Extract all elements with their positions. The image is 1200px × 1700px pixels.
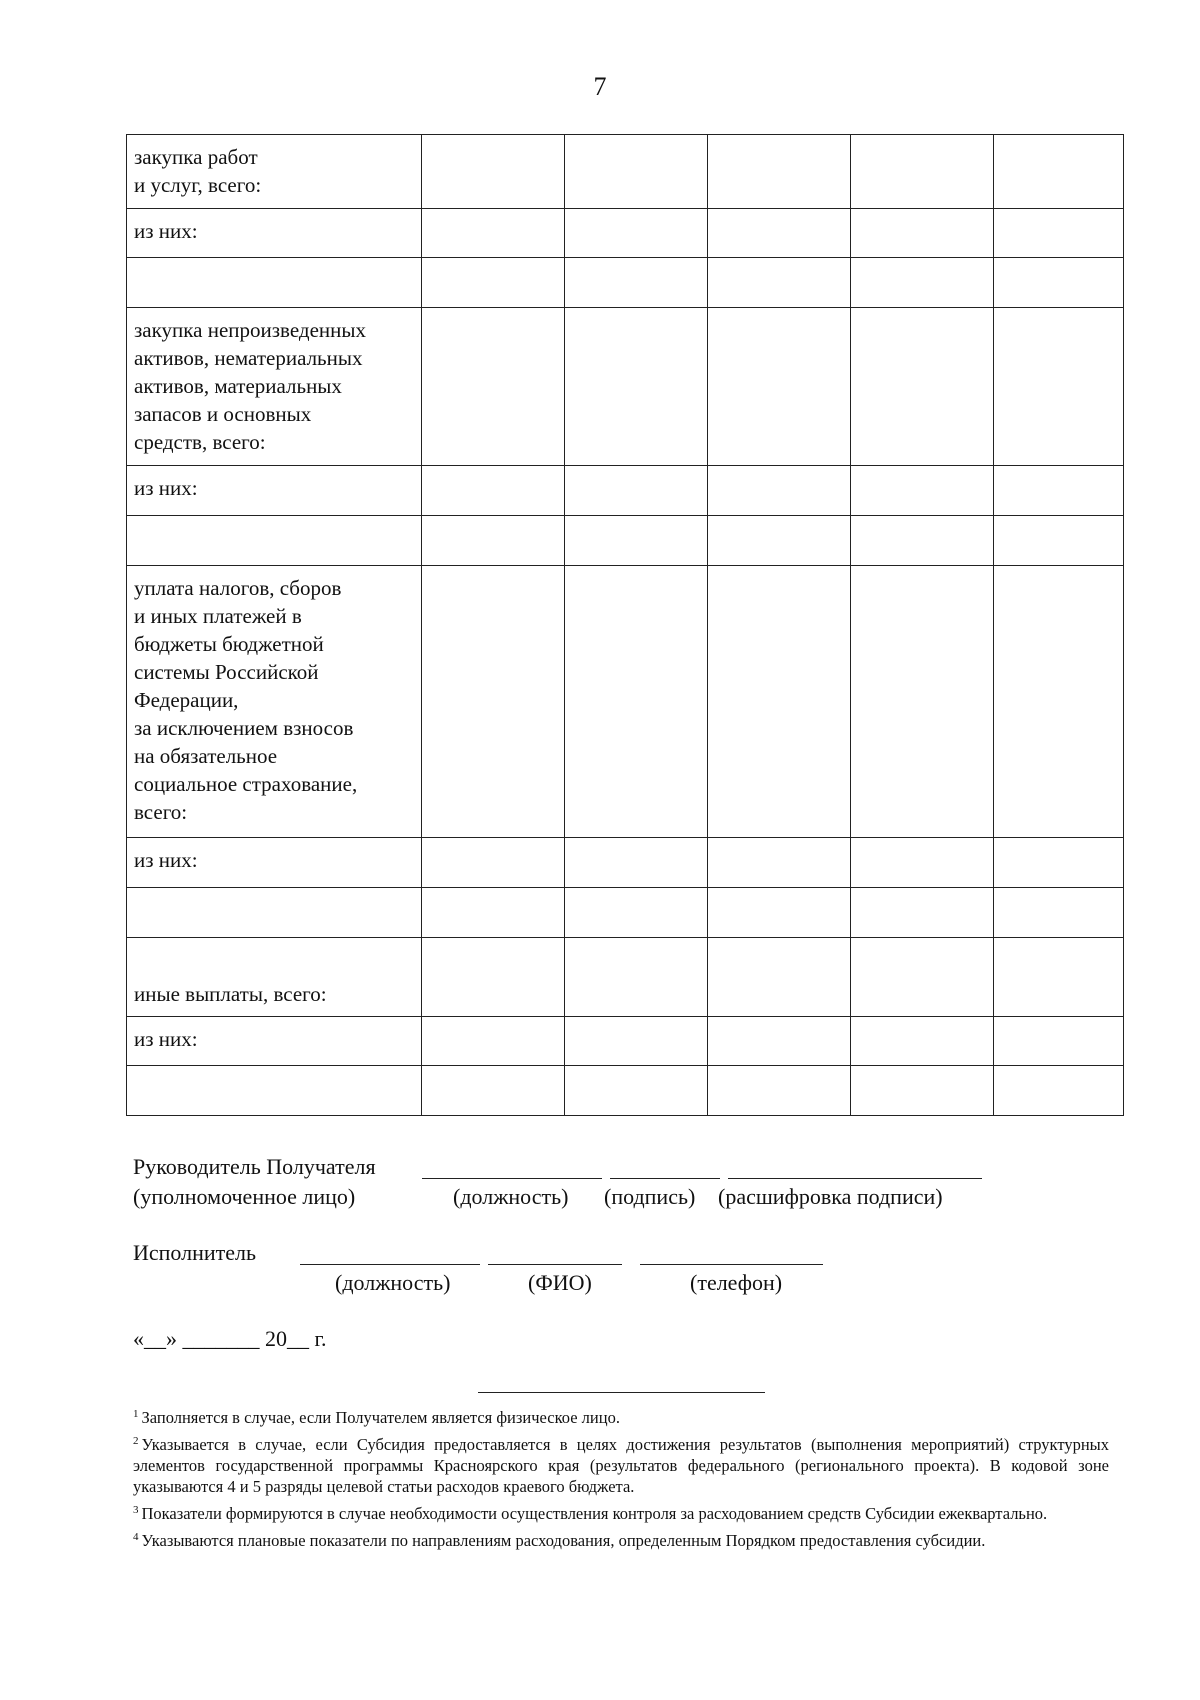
value-cell[interactable] <box>708 258 851 308</box>
value-cell[interactable] <box>422 1066 565 1116</box>
value-cell[interactable] <box>994 135 1124 209</box>
row-label: из них: <box>127 209 422 258</box>
value-cell[interactable] <box>994 516 1124 566</box>
value-cell[interactable] <box>565 516 708 566</box>
executor-position-line[interactable] <box>300 1264 480 1265</box>
footnote-number: 3 <box>133 1504 139 1516</box>
value-cell[interactable] <box>565 258 708 308</box>
value-cell[interactable] <box>565 1066 708 1116</box>
head-signature-line[interactable] <box>610 1178 720 1179</box>
table-row <box>127 516 1124 566</box>
row-label: уплата налогов, сборов и иных платежей в бюджеты бюджетной системы Российской Федерации, за исключением взносов на обязательное социальное страхование, всего: <box>127 566 422 838</box>
value-cell[interactable] <box>708 1066 851 1116</box>
executor-caption-phone: (телефон) <box>690 1270 783 1295</box>
executor-name-line[interactable] <box>488 1264 622 1265</box>
value-cell[interactable] <box>565 566 708 838</box>
value-cell[interactable] <box>422 938 565 1017</box>
value-cell[interactable] <box>851 466 994 516</box>
page-number: 7 <box>593 72 607 101</box>
table-row <box>127 258 1124 308</box>
table-row <box>127 888 1124 938</box>
row-label: закупка работ и услуг, всего: <box>127 135 422 209</box>
table-row <box>127 1066 1124 1116</box>
head-caption-signature: (подпись) <box>604 1184 696 1209</box>
head-caption-decoding: (расшифровка подписи) <box>718 1184 943 1209</box>
value-cell[interactable] <box>994 1066 1124 1116</box>
value-cell[interactable] <box>422 135 565 209</box>
row-label: из них: <box>127 838 422 888</box>
table-row <box>127 209 1124 258</box>
value-cell[interactable] <box>422 209 565 258</box>
head-label: Руководитель Получателя <box>133 1154 376 1179</box>
footnotes <box>133 1404 1109 1554</box>
value-cell[interactable] <box>994 308 1124 466</box>
expenses-table <box>126 134 1124 1116</box>
table-row <box>127 938 1124 1017</box>
footnote-text: Показатели формируются в случае необходимости осуществления контроля за расходованием средств Субсидии ежеквартально. <box>141 1504 1048 1523</box>
value-cell[interactable] <box>565 838 708 888</box>
footnote-number: 1 <box>133 1408 139 1420</box>
value-cell[interactable] <box>565 466 708 516</box>
executor-label: Исполнитель <box>133 1240 257 1265</box>
value-cell[interactable] <box>994 258 1124 308</box>
executor-caption-position: (должность) <box>335 1270 451 1295</box>
footnote <box>133 1431 1109 1497</box>
head-position-line[interactable] <box>422 1178 602 1179</box>
footnote <box>133 1527 1109 1551</box>
value-cell[interactable] <box>422 308 565 466</box>
footnote-separator <box>478 1392 765 1393</box>
footnote <box>133 1500 1109 1524</box>
value-cell[interactable] <box>708 209 851 258</box>
value-cell[interactable] <box>851 1066 994 1116</box>
value-cell[interactable] <box>422 258 565 308</box>
table-row <box>127 1017 1124 1066</box>
row-label: иные выплаты, всего: <box>127 938 422 1017</box>
row-label: из них: <box>127 1017 422 1066</box>
value-cell[interactable] <box>994 466 1124 516</box>
value-cell[interactable] <box>708 516 851 566</box>
table-row <box>127 308 1124 466</box>
date-line[interactable]: «__» _______ 20__ г. <box>133 1326 327 1351</box>
value-cell[interactable] <box>708 308 851 466</box>
value-cell[interactable] <box>422 516 565 566</box>
value-cell[interactable] <box>851 308 994 466</box>
value-cell[interactable] <box>708 135 851 209</box>
value-cell[interactable] <box>994 1017 1124 1066</box>
value-cell[interactable] <box>994 209 1124 258</box>
row-label: закупка непроизведенных активов, нематериальных активов, материальных запасов и основных средств, всего: <box>127 308 422 466</box>
value-cell[interactable] <box>708 838 851 888</box>
value-cell[interactable] <box>851 209 994 258</box>
value-cell[interactable] <box>708 1017 851 1066</box>
row-label <box>127 888 422 938</box>
value-cell[interactable] <box>851 516 994 566</box>
value-cell[interactable] <box>422 838 565 888</box>
value-cell[interactable] <box>994 888 1124 938</box>
head-decoding-line[interactable] <box>728 1178 982 1179</box>
footnote-number: 4 <box>133 1531 139 1543</box>
value-cell[interactable] <box>851 838 994 888</box>
value-cell[interactable] <box>708 888 851 938</box>
value-cell[interactable] <box>851 566 994 838</box>
executor-phone-line[interactable] <box>640 1264 823 1265</box>
value-cell[interactable] <box>565 209 708 258</box>
footnote-text: Указывается в случае, если Субсидия предоставляется в целях достижения результатов (выполнения мероприятий) структурных элементов государственной программы Красноярского края (результатов федерального (регионального проекта). В кодовой зоне указываются 4 и 5 разряды целевой статьи расходов краевого бюджета. <box>133 1435 1109 1496</box>
head-caption-position: (должность) <box>453 1184 569 1209</box>
row-label <box>127 258 422 308</box>
value-cell[interactable] <box>565 938 708 1017</box>
table-row <box>127 466 1124 516</box>
footnote <box>133 1404 1109 1428</box>
value-cell[interactable] <box>851 1017 994 1066</box>
table-row <box>127 566 1124 838</box>
value-cell[interactable] <box>994 938 1124 1017</box>
value-cell[interactable] <box>994 566 1124 838</box>
footnote-number: 2 <box>133 1435 139 1447</box>
footnote-text: Указываются плановые показатели по направлениям расходования, определенным Порядком предоставления субсидии. <box>141 1531 986 1550</box>
executor-caption-name: (ФИО) <box>528 1270 592 1295</box>
row-label <box>127 516 422 566</box>
footnote-text: Заполняется в случае, если Получателем является физическое лицо. <box>141 1408 620 1427</box>
value-cell[interactable] <box>851 135 994 209</box>
table-row <box>127 838 1124 888</box>
value-cell[interactable] <box>565 308 708 466</box>
value-cell[interactable] <box>422 1017 565 1066</box>
value-cell[interactable] <box>422 466 565 516</box>
value-cell[interactable] <box>422 888 565 938</box>
row-label <box>127 1066 422 1116</box>
value-cell[interactable] <box>708 466 851 516</box>
value-cell[interactable] <box>851 938 994 1017</box>
table-row <box>127 135 1124 209</box>
value-cell[interactable] <box>708 566 851 838</box>
value-cell[interactable] <box>994 838 1124 888</box>
value-cell[interactable] <box>851 258 994 308</box>
value-cell[interactable] <box>708 938 851 1017</box>
value-cell[interactable] <box>565 888 708 938</box>
value-cell[interactable] <box>422 566 565 838</box>
value-cell[interactable] <box>565 135 708 209</box>
head-sublabel: (уполномоченное лицо) <box>133 1184 356 1209</box>
value-cell[interactable] <box>565 1017 708 1066</box>
row-label: из них: <box>127 466 422 516</box>
value-cell[interactable] <box>851 888 994 938</box>
